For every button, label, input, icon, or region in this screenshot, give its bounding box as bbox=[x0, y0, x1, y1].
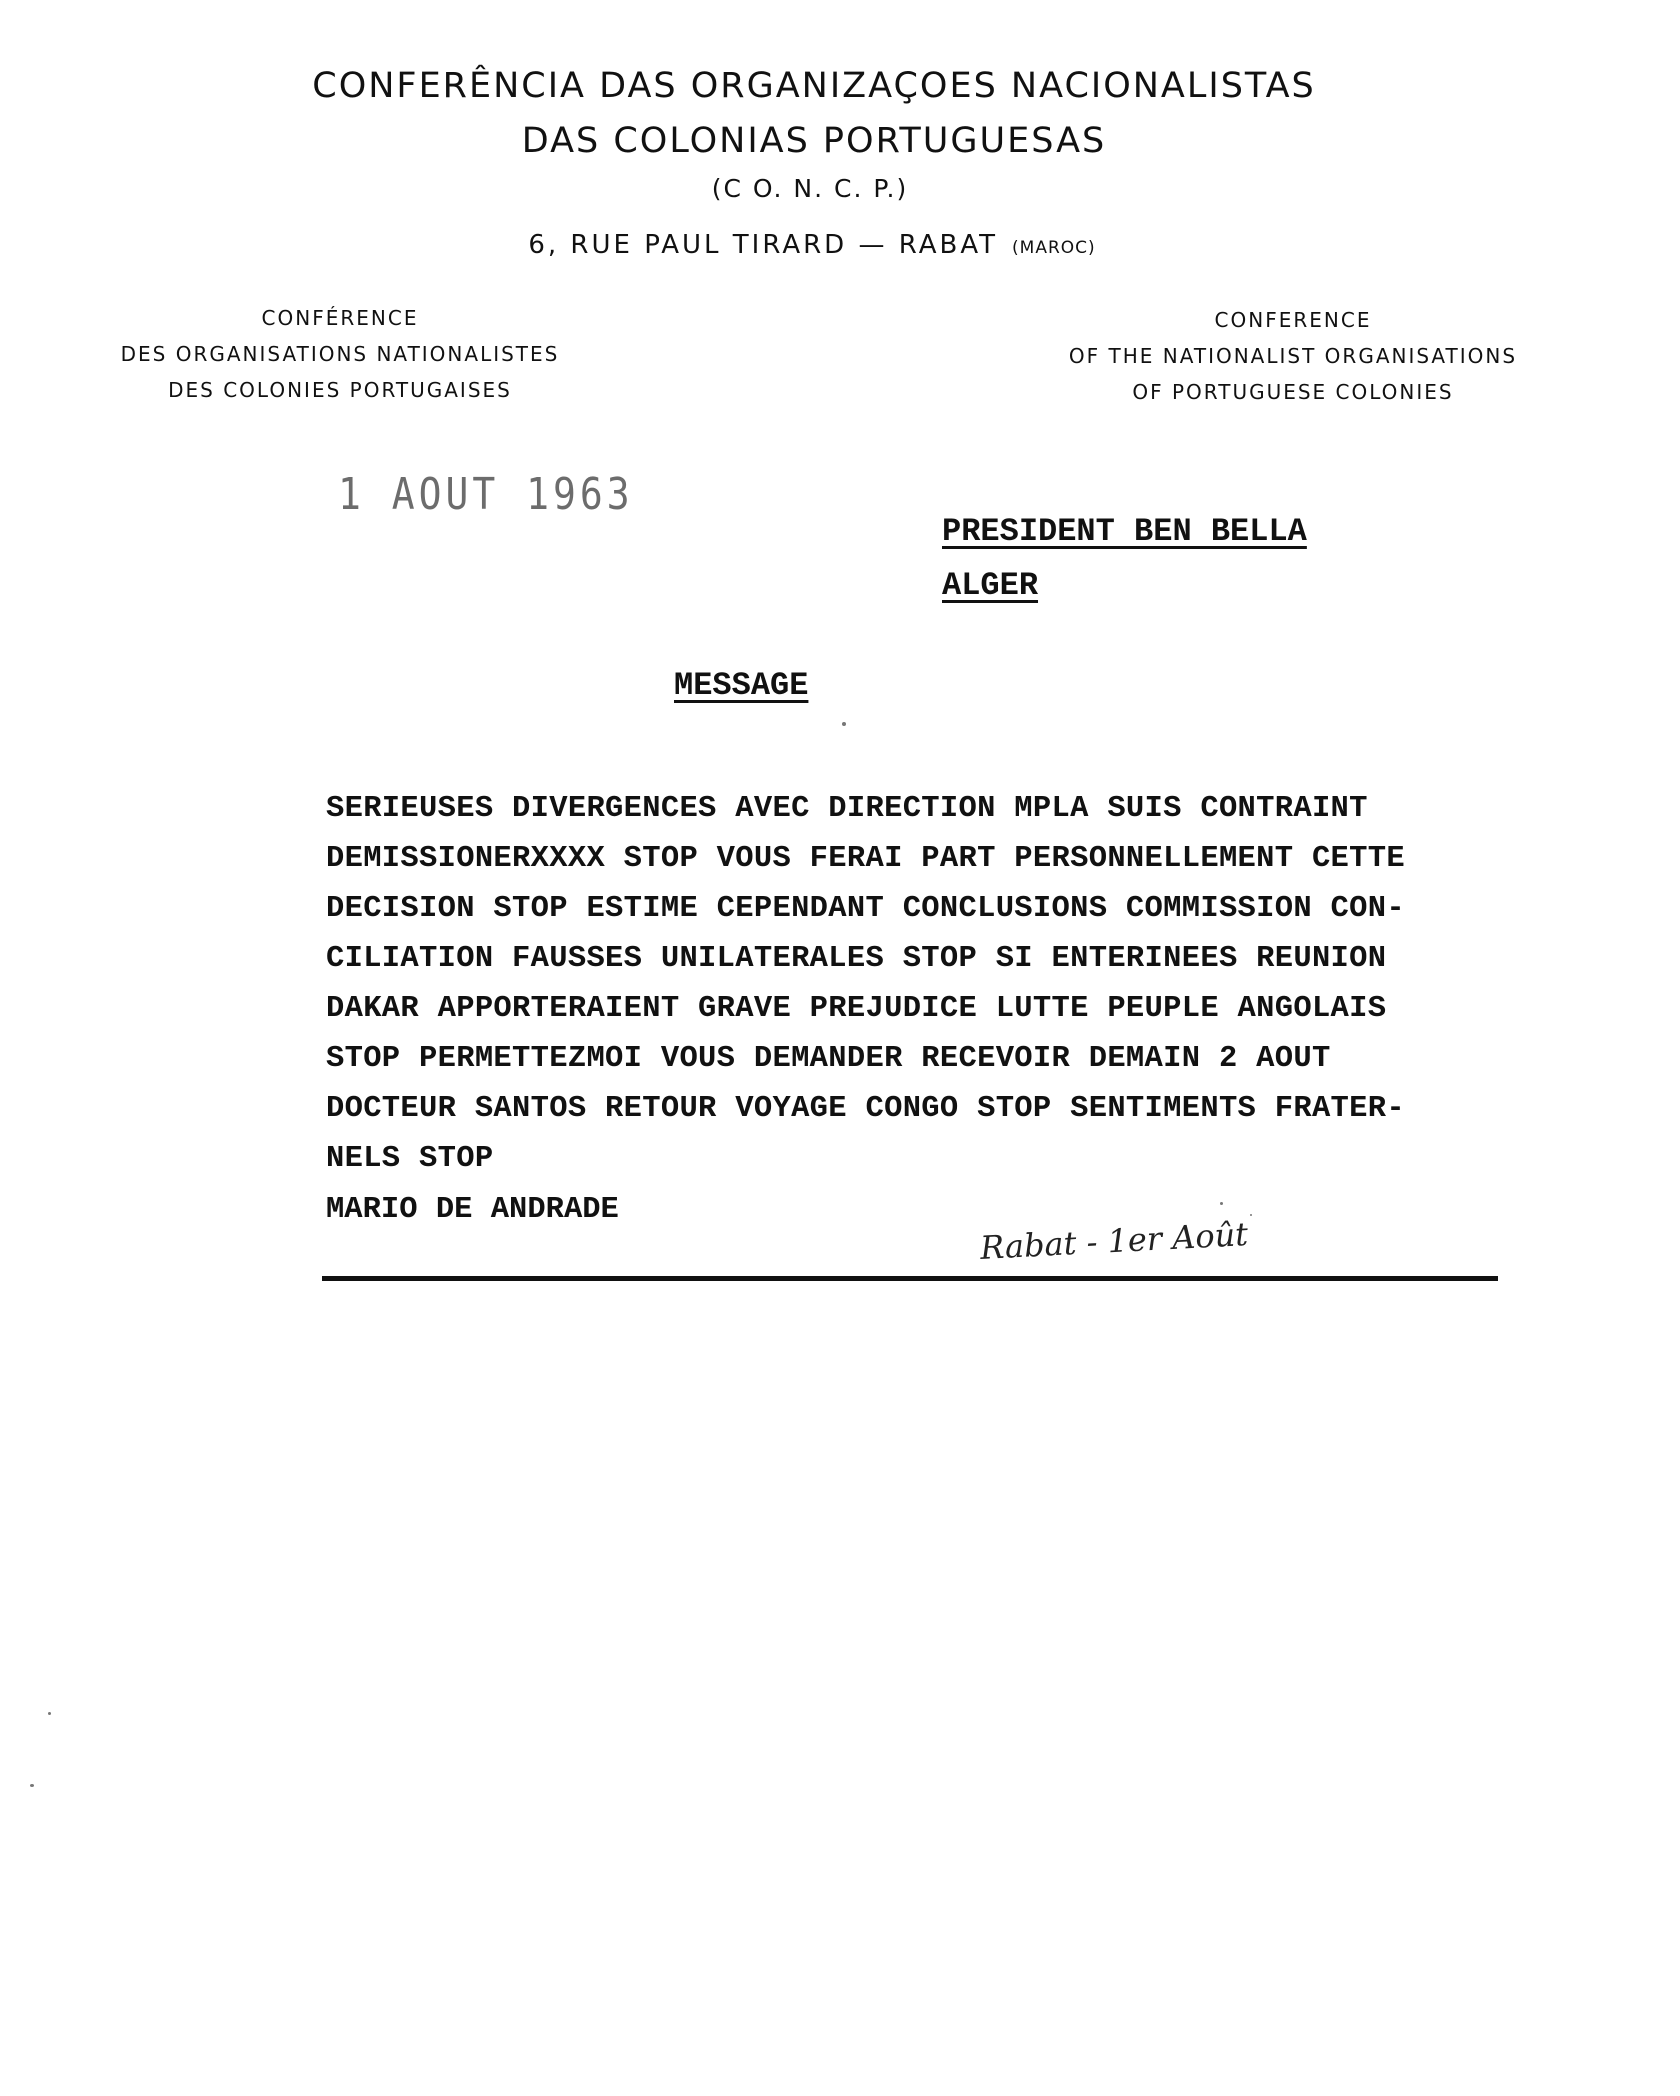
english-title-line: CONFERENCE bbox=[1214, 308, 1372, 332]
scan-speck bbox=[48, 1712, 51, 1715]
letterhead-line-1: CONFERÊNCIA DAS ORGANIZAÇOES NACIONALISTAS bbox=[312, 66, 1316, 106]
scan-speck bbox=[30, 1784, 34, 1787]
body-line: DAKAR APPORTERAIENT GRAVE PREJUDICE LUTTE PEUPLE ANGOLAIS bbox=[326, 992, 1387, 1026]
body-line: NELS STOP bbox=[326, 1142, 494, 1176]
french-title-line: DES ORGANISATIONS NATIONALISTES bbox=[120, 342, 560, 366]
bottom-rule bbox=[322, 1276, 1498, 1281]
letterhead-line-2: DAS COLONIAS PORTUGUESAS bbox=[521, 121, 1107, 161]
address-text: 6, RUE PAUL TIRARD — RABAT bbox=[528, 230, 999, 260]
body-line: DECISION STOP ESTIME CEPENDANT CONCLUSIONS COMMISSION CON- bbox=[326, 892, 1405, 926]
scan-speck bbox=[1220, 1202, 1223, 1205]
message-body bbox=[326, 784, 1626, 1184]
french-title-line: CONFÉRENCE bbox=[261, 306, 419, 330]
scan-speck bbox=[1250, 1214, 1252, 1216]
english-title-line: OF PORTUGUESE COLONIES bbox=[1132, 380, 1454, 404]
handwritten-note: Rabat - 1er Août bbox=[979, 1215, 1249, 1267]
body-line: SERIEUSES DIVERGENCES AVEC DIRECTION MPLA SUIS CONTRAINT bbox=[326, 792, 1368, 826]
signature: MARIO DE ANDRADE bbox=[326, 1193, 619, 1227]
english-title-block bbox=[1018, 302, 1568, 410]
body-line: CILIATION FAUSSES UNILATERALES STOP SI ENTERINEES REUNION bbox=[326, 942, 1387, 976]
french-title-line: DES COLONIES PORTUGAISES bbox=[168, 378, 512, 402]
body-line: DEMISSIONERXXXX STOP VOUS FERAI PART PERSONNELLEMENT CETTE bbox=[326, 842, 1405, 876]
letterhead-address bbox=[0, 230, 1624, 260]
scan-speck bbox=[842, 722, 846, 726]
french-title-block bbox=[60, 300, 620, 408]
english-title-line: OF THE NATIONALIST ORGANISATIONS bbox=[1068, 344, 1518, 368]
body-line: DOCTEUR SANTOS RETOUR VOYAGE CONGO STOP SENTIMENTS FRATER- bbox=[326, 1092, 1405, 1126]
recipient-name: PRESIDENT BEN BELLA bbox=[942, 513, 1307, 550]
body-line: STOP PERMETTEZMOI VOUS DEMANDER RECEVOIR DEMAIN 2 AOUT bbox=[326, 1042, 1331, 1076]
recipient-city: ALGER bbox=[942, 567, 1039, 604]
address-country: (MAROC) bbox=[1012, 238, 1096, 258]
message-title: MESSAGE bbox=[674, 667, 809, 704]
letterhead-acronym: (C O. N. C. P.) bbox=[711, 174, 909, 203]
date-stamp: 1 AOUT 1963 bbox=[338, 468, 634, 520]
